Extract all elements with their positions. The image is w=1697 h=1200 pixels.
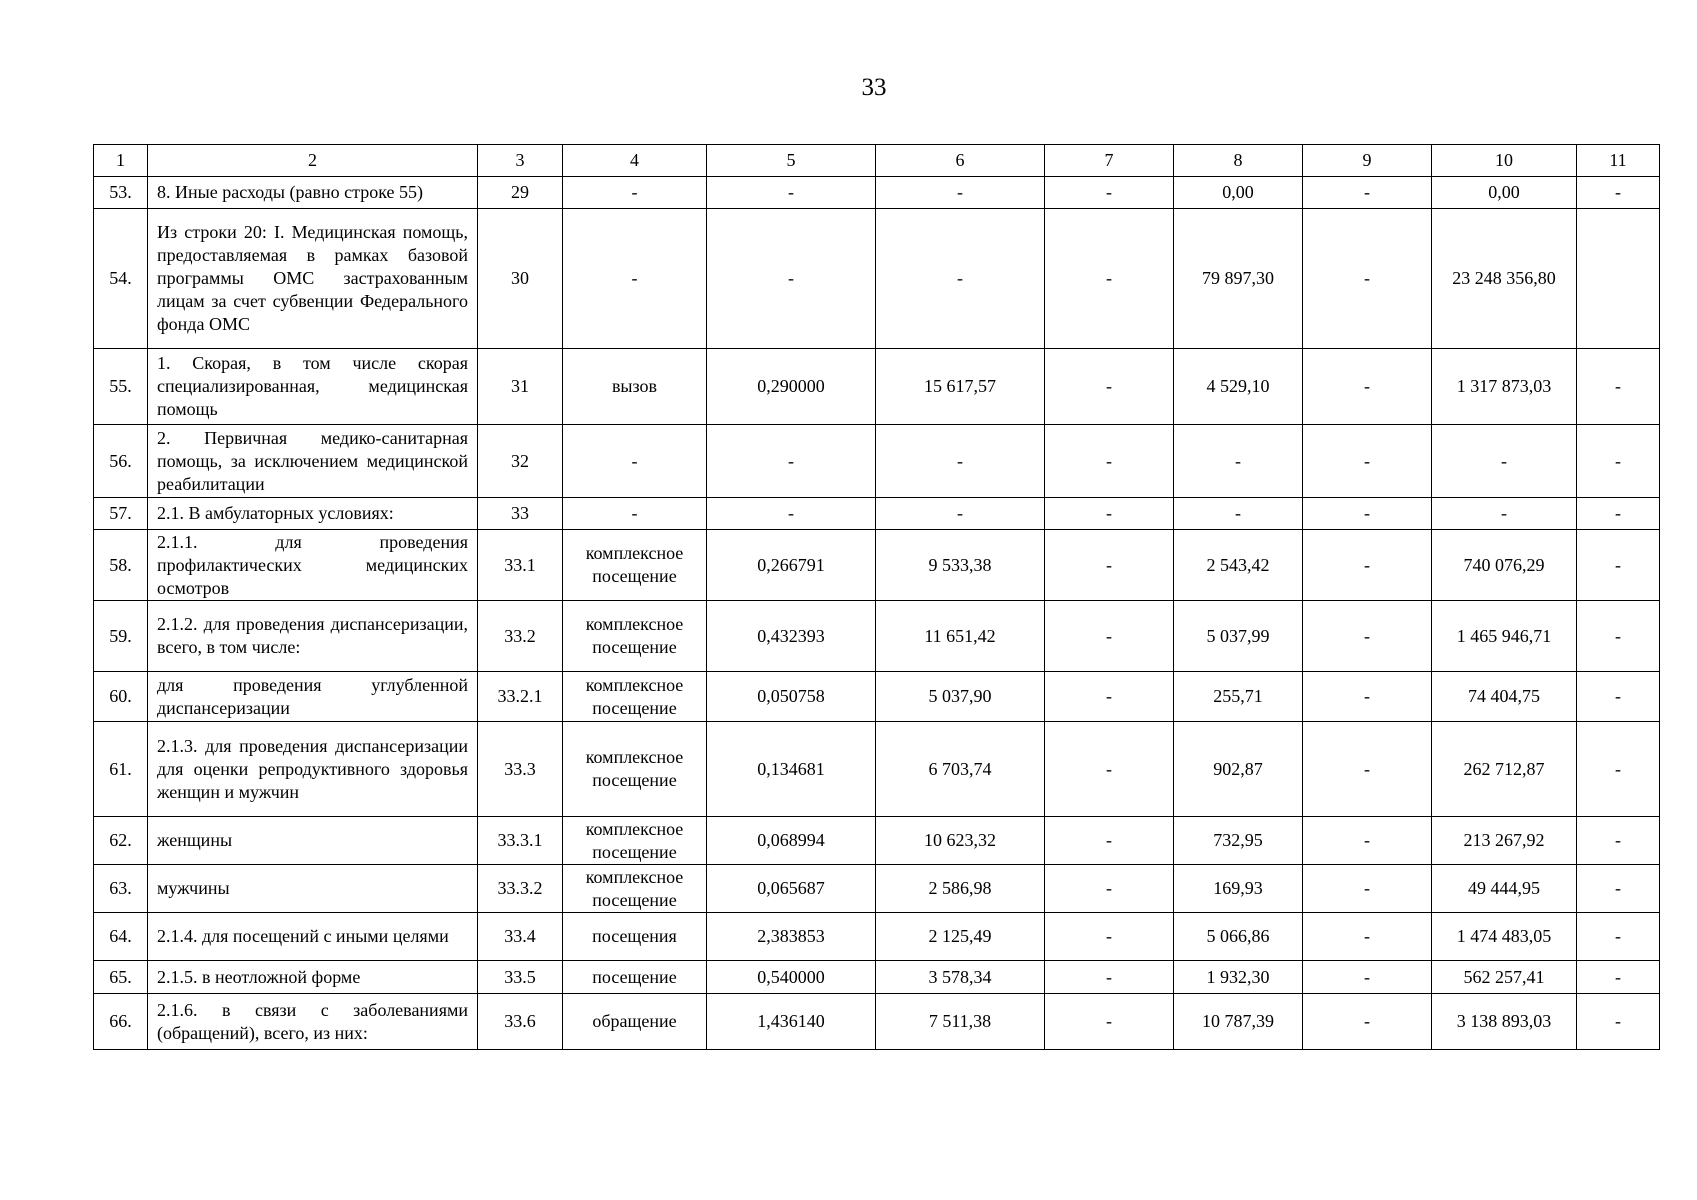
table-row [94, 425, 1660, 498]
row-code: 29 [478, 177, 563, 209]
row-description: Из строки 20: I. Медицинская помощь, предоставляемая в рамках базовой программы ОМС застрахованным лицам за счет субвенции Федерального фонда ОМС [148, 209, 478, 349]
row-description: 2.1.5. в неотложной форме [148, 961, 478, 994]
value-cell: - [1045, 209, 1174, 349]
volume-cell: - [707, 498, 876, 530]
per-capita-cell: - [1174, 425, 1303, 498]
unit-cell: - [563, 498, 707, 530]
table-row [94, 349, 1660, 425]
row-code: 32 [478, 425, 563, 498]
value-cell: - [1303, 672, 1432, 722]
row-code: 33.4 [478, 913, 563, 961]
row-code: 33.3.2 [478, 865, 563, 913]
cost-cell: 9 533,38 [876, 530, 1045, 601]
unit-cell: - [563, 177, 707, 209]
row-code: 33.3 [478, 722, 563, 817]
value-cell: - [1303, 722, 1432, 817]
value-cell: - [1045, 530, 1174, 601]
data-table [93, 144, 1660, 1050]
total-cell: 562 257,41 [1432, 961, 1577, 994]
volume-cell: 0,065687 [707, 865, 876, 913]
volume-cell: 0,068994 [707, 817, 876, 865]
value-cell: - [1045, 672, 1174, 722]
table-row [94, 498, 1660, 530]
per-capita-cell: 79 897,30 [1174, 209, 1303, 349]
column-number: 3 [478, 145, 563, 177]
table-row [94, 177, 1660, 209]
per-capita-cell: 10 787,39 [1174, 994, 1303, 1050]
cost-cell: - [876, 209, 1045, 349]
row-description: 1. Скорая, в том числе скорая специализированная, медицинская помощь [148, 349, 478, 425]
cost-cell: 6 703,74 [876, 722, 1045, 817]
per-capita-cell: 0,00 [1174, 177, 1303, 209]
total-cell: 213 267,92 [1432, 817, 1577, 865]
value-cell: - [1577, 961, 1660, 994]
column-number: 10 [1432, 145, 1577, 177]
volume-cell: 0,050758 [707, 672, 876, 722]
value-cell: - [1577, 994, 1660, 1050]
row-number: 58. [94, 530, 148, 601]
unit-cell: - [563, 425, 707, 498]
value-cell: - [1577, 425, 1660, 498]
value-cell: - [1045, 498, 1174, 530]
column-number: 1 [94, 145, 148, 177]
volume-cell: - [707, 425, 876, 498]
column-number: 7 [1045, 145, 1174, 177]
row-code: 30 [478, 209, 563, 349]
value-cell: - [1303, 177, 1432, 209]
row-number: 59. [94, 601, 148, 672]
row-number: 61. [94, 722, 148, 817]
total-cell: 1 474 483,05 [1432, 913, 1577, 961]
cost-cell: 11 651,42 [876, 601, 1045, 672]
row-code: 31 [478, 349, 563, 425]
total-cell: - [1432, 498, 1577, 530]
value-cell: - [1303, 601, 1432, 672]
value-cell: - [1045, 913, 1174, 961]
row-number: 66. [94, 994, 148, 1050]
row-number: 64. [94, 913, 148, 961]
row-number: 55. [94, 349, 148, 425]
total-cell: - [1432, 425, 1577, 498]
value-cell: - [1303, 961, 1432, 994]
row-description: 2.1.4. для посещений с иными целями [148, 913, 478, 961]
value-cell: - [1303, 498, 1432, 530]
row-number: 56. [94, 425, 148, 498]
table-row [94, 865, 1660, 913]
table-row [94, 672, 1660, 722]
per-capita-cell: 902,87 [1174, 722, 1303, 817]
total-cell: 740 076,29 [1432, 530, 1577, 601]
row-code: 33.6 [478, 994, 563, 1050]
cost-cell: 3 578,34 [876, 961, 1045, 994]
per-capita-cell: - [1174, 498, 1303, 530]
volume-cell: 0,432393 [707, 601, 876, 672]
value-cell: - [1577, 913, 1660, 961]
table-row [94, 994, 1660, 1050]
value-cell: - [1303, 994, 1432, 1050]
cost-cell: - [876, 425, 1045, 498]
row-number: 53. [94, 177, 148, 209]
row-description: 2.1. В амбулаторных условиях: [148, 498, 478, 530]
value-cell: - [1577, 530, 1660, 601]
value-cell: - [1577, 672, 1660, 722]
per-capita-cell: 1 932,30 [1174, 961, 1303, 994]
row-description: 8. Иные расходы (равно строке 55) [148, 177, 478, 209]
table-row [94, 961, 1660, 994]
table-row [94, 601, 1660, 672]
cost-cell: 5 037,90 [876, 672, 1045, 722]
value-cell: - [1045, 865, 1174, 913]
unit-cell: обращение [563, 994, 707, 1050]
value-cell: - [1303, 817, 1432, 865]
value-cell: - [1303, 865, 1432, 913]
value-cell: - [1577, 177, 1660, 209]
unit-cell: - [563, 209, 707, 349]
volume-cell: 0,540000 [707, 961, 876, 994]
value-cell: - [1045, 961, 1174, 994]
per-capita-cell: 5 066,86 [1174, 913, 1303, 961]
row-code: 33.3.1 [478, 817, 563, 865]
row-description: для проведения углубленной диспансеризации [148, 672, 478, 722]
per-capita-cell: 732,95 [1174, 817, 1303, 865]
unit-cell: комплексное посещение [563, 672, 707, 722]
per-capita-cell: 169,93 [1174, 865, 1303, 913]
table-row [94, 530, 1660, 601]
volume-cell: - [707, 209, 876, 349]
per-capita-cell: 4 529,10 [1174, 349, 1303, 425]
cost-cell: 15 617,57 [876, 349, 1045, 425]
unit-cell: комплексное посещение [563, 722, 707, 817]
row-number: 62. [94, 817, 148, 865]
value-cell: - [1303, 913, 1432, 961]
total-cell: 262 712,87 [1432, 722, 1577, 817]
value-cell: - [1045, 722, 1174, 817]
unit-cell: комплексное посещение [563, 601, 707, 672]
row-number: 54. [94, 209, 148, 349]
unit-cell: комплексное посещение [563, 865, 707, 913]
table-row [94, 913, 1660, 961]
column-number: 2 [148, 145, 478, 177]
row-description: 2.1.1. для проведения профилактических медицинских осмотров [148, 530, 478, 601]
value-cell: - [1577, 601, 1660, 672]
value-cell: - [1577, 817, 1660, 865]
row-description: 2.1.6. в связи с заболеваниями (обращений), всего, из них: [148, 994, 478, 1050]
value-cell [1577, 209, 1660, 349]
table-row [94, 722, 1660, 817]
row-description: женщины [148, 817, 478, 865]
row-code: 33.5 [478, 961, 563, 994]
total-cell: 23 248 356,80 [1432, 209, 1577, 349]
total-cell: 1 317 873,03 [1432, 349, 1577, 425]
unit-cell: комплексное посещение [563, 817, 707, 865]
per-capita-cell: 2 543,42 [1174, 530, 1303, 601]
row-number: 57. [94, 498, 148, 530]
row-code: 33.2 [478, 601, 563, 672]
header-row [94, 145, 1660, 177]
value-cell: - [1045, 349, 1174, 425]
column-number: 6 [876, 145, 1045, 177]
per-capita-cell: 5 037,99 [1174, 601, 1303, 672]
total-cell: 3 138 893,03 [1432, 994, 1577, 1050]
volume-cell: - [707, 177, 876, 209]
value-cell: - [1045, 425, 1174, 498]
total-cell: 49 444,95 [1432, 865, 1577, 913]
column-number: 5 [707, 145, 876, 177]
unit-cell: комплексное посещение [563, 530, 707, 601]
value-cell: - [1045, 601, 1174, 672]
column-number: 9 [1303, 145, 1432, 177]
total-cell: 1 465 946,71 [1432, 601, 1577, 672]
table-row [94, 817, 1660, 865]
page-number: 33 [861, 74, 887, 101]
total-cell: 74 404,75 [1432, 672, 1577, 722]
row-number: 60. [94, 672, 148, 722]
column-number: 8 [1174, 145, 1303, 177]
per-capita-cell: 255,71 [1174, 672, 1303, 722]
volume-cell: 0,134681 [707, 722, 876, 817]
row-code: 33.2.1 [478, 672, 563, 722]
column-number: 4 [563, 145, 707, 177]
row-code: 33 [478, 498, 563, 530]
value-cell: - [1577, 498, 1660, 530]
row-number: 63. [94, 865, 148, 913]
row-description: мужчины [148, 865, 478, 913]
row-description: 2.1.3. для проведения диспансеризации для оценки репродуктивного здоровья женщин и мужчин [148, 722, 478, 817]
column-number: 11 [1577, 145, 1660, 177]
unit-cell: посещение [563, 961, 707, 994]
volume-cell: 0,290000 [707, 349, 876, 425]
unit-cell: посещения [563, 913, 707, 961]
value-cell: - [1577, 865, 1660, 913]
row-description: 2. Первичная медико-санитарная помощь, за исключением медицинской реабилитации [148, 425, 478, 498]
volume-cell: 0,266791 [707, 530, 876, 601]
row-description: 2.1.2. для проведения диспансеризации, всего, в том числе: [148, 601, 478, 672]
volume-cell: 1,436140 [707, 994, 876, 1050]
value-cell: - [1045, 994, 1174, 1050]
value-cell: - [1045, 817, 1174, 865]
value-cell: - [1303, 349, 1432, 425]
value-cell: - [1303, 209, 1432, 349]
total-cell: 0,00 [1432, 177, 1577, 209]
unit-cell: вызов [563, 349, 707, 425]
row-code: 33.1 [478, 530, 563, 601]
value-cell: - [1577, 349, 1660, 425]
cost-cell: - [876, 498, 1045, 530]
cost-cell: 2 125,49 [876, 913, 1045, 961]
value-cell: - [1577, 722, 1660, 817]
cost-cell: 2 586,98 [876, 865, 1045, 913]
table-row [94, 209, 1660, 349]
volume-cell: 2,383853 [707, 913, 876, 961]
value-cell: - [1303, 530, 1432, 601]
cost-cell: 7 511,38 [876, 994, 1045, 1050]
value-cell: - [1303, 425, 1432, 498]
cost-cell: 10 623,32 [876, 817, 1045, 865]
value-cell: - [1045, 177, 1174, 209]
cost-cell: - [876, 177, 1045, 209]
row-number: 65. [94, 961, 148, 994]
